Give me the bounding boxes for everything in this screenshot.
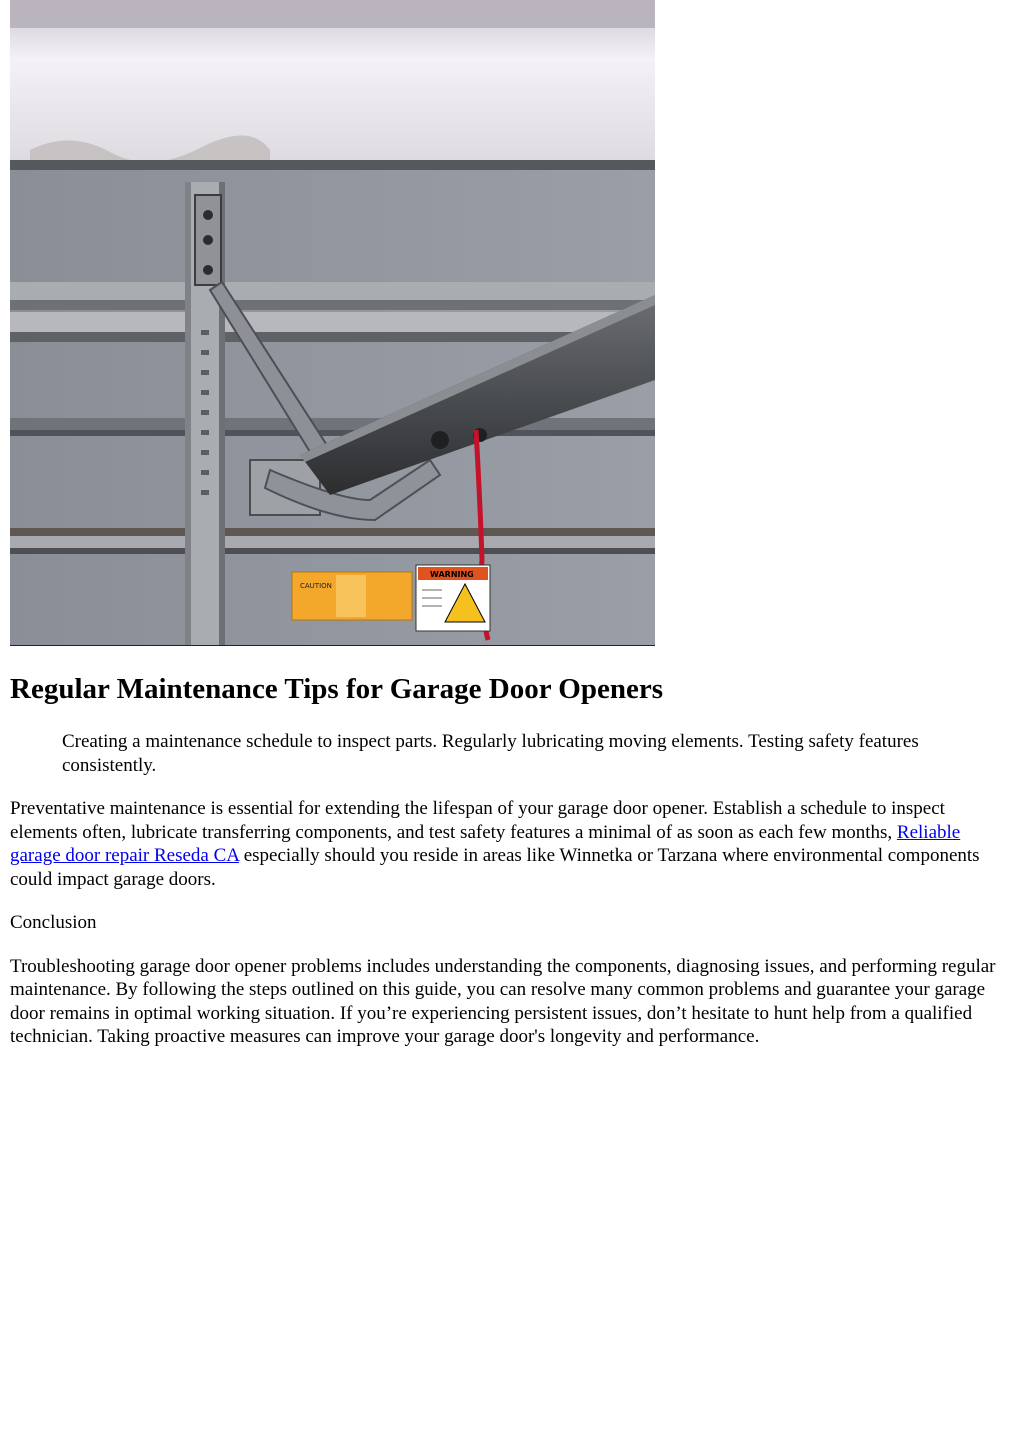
conclusion-label: Conclusion xyxy=(10,912,97,933)
warning-label: WARNING xyxy=(430,570,474,579)
maintenance-paragraph-text-before: Preventative maintenance is essential for extending the lifespan of your garage door opener. Establish a schedule to inspect elements often, lubricate transferring components, and test safety features a minimal of as soon as each few months, xyxy=(10,798,945,843)
maintenance-paragraph xyxy=(10,797,1014,891)
page xyxy=(10,0,1014,1049)
article-heading: Regular Maintenance Tips for Garage Door Openers xyxy=(10,673,664,705)
maintenance-paragraph-text-after: especially should you reside in areas like Winnetka or Tarzana where environmental components could impact garage doors. xyxy=(10,845,980,890)
caution-label: CAUTION xyxy=(300,582,332,590)
reseda-repair-link[interactable]: Reliable garage door repair Reseda CA xyxy=(10,821,961,866)
maintenance-summary-quote: Creating a maintenance schedule to inspect parts. Regularly lubricating moving elements. Testing safety features consistently. xyxy=(62,731,919,776)
conclusion-paragraph: Troubleshooting garage door opener problems includes understanding the components, diagnosing issues, and performing regular maintenance. By following the steps outlined on this guide, you can resolve many common problems and guarantee your garage door remains in optimal working situation. If you’re experiencing persistent issues, don’t hesitate to hunt help from a qualified technician. Taking proactive measures can improve your garage door's longevity and performance. xyxy=(10,955,996,1047)
garage-door-opener-photo xyxy=(10,0,655,646)
